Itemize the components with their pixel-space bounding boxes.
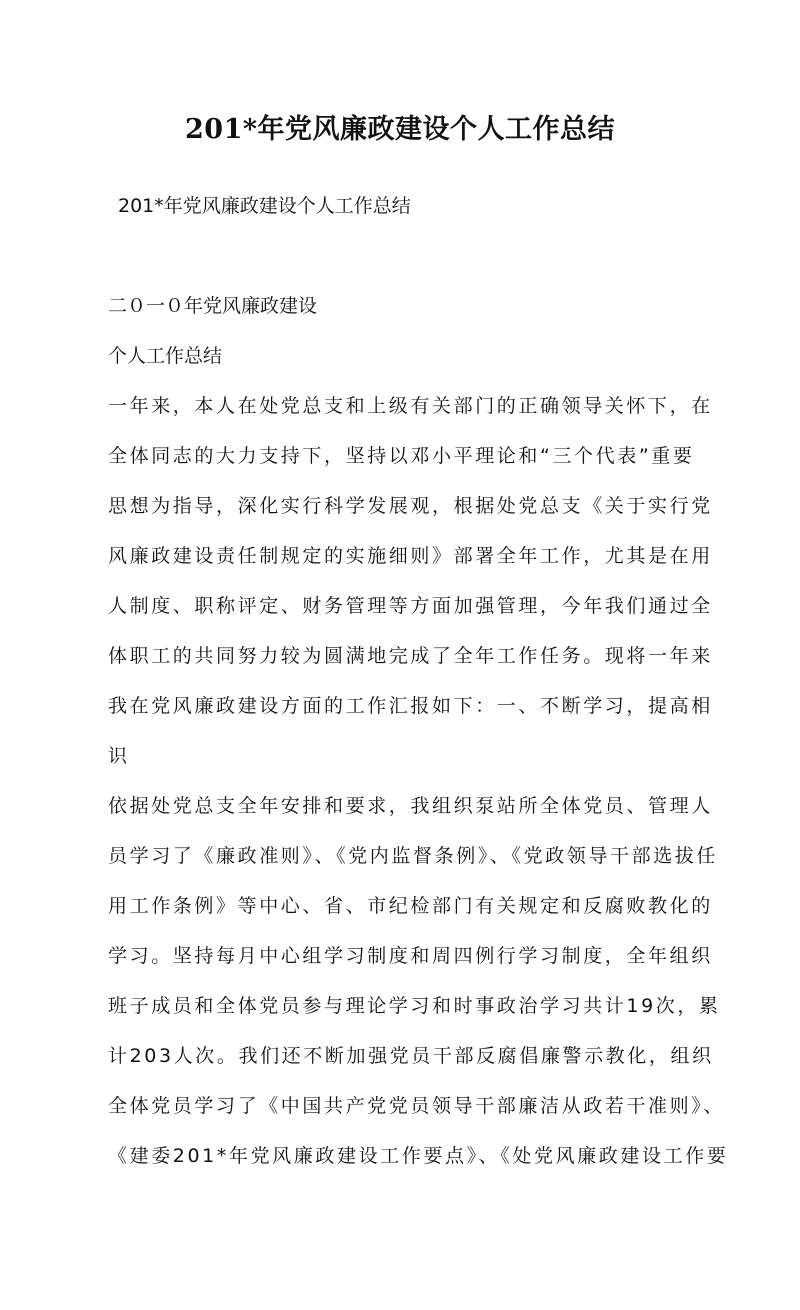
body-line: 依据处党总支全年安排和要求，我组织泵站所全体党员、管理人 [108, 795, 713, 817]
document-title: 201*年党风廉政建设个人工作总结 [185, 114, 615, 145]
body-line: 体职工的共同努力较为圆满地完成了全年工作任务。现将一年来 [108, 645, 713, 667]
body-line: 风廉政建设责任制规定的实施细则》部署全年工作，尤其是在用 [108, 545, 713, 567]
body-line: 人制度、职称评定、财务管理等方面加强管理，今年我们通过全 [108, 595, 713, 617]
body-line: 员学习了《廉政准则》、《党内监督条例》、《党政领导干部选拔任 [108, 845, 719, 867]
body-line: 一年来，本人在处党总支和上级有关部门的正确领导关怀下，在 [108, 395, 713, 417]
body-line: 计203人次。我们还不断加强党员干部反腐倡廉警示教化，组织 [108, 1045, 714, 1067]
body-line: 用工作条例》等中心、省、市纪检部门有关规定和反腐败教化的 [108, 895, 713, 917]
body-line: 《建委201*年党风廉政建设工作要点》、《处党风廉政建设工作要 [108, 1145, 729, 1167]
body-line: 思想为指导，深化实行科学发展观，根据处党总支《关于实行党 [108, 495, 713, 517]
body-line: 学习。坚持每月中心组学习制度和周四例行学习制度，全年组织 [108, 945, 713, 967]
body-line: 全体党员学习了《中国共产党党员领导干部廉洁从政若干准则》、 [108, 1095, 725, 1117]
body-line: 全体同志的大力支持下，坚持以邓小平理论和“三个代表”重要 [108, 445, 695, 467]
heading-line: 个人工作总结 [108, 345, 223, 367]
body-line: 我在党风廉政建设方面的工作汇报如下：一、不断学习，提高相 [108, 695, 713, 717]
document-subtitle: 201*年党风廉政建设个人工作总结 [118, 195, 411, 217]
heading-line: 二０一０年党风廉政建设 [108, 295, 318, 317]
body-line: 班子成员和全体党员参与理论学习和时事政治学习共计19次，累 [108, 995, 721, 1017]
body-line: 识 [108, 745, 130, 767]
